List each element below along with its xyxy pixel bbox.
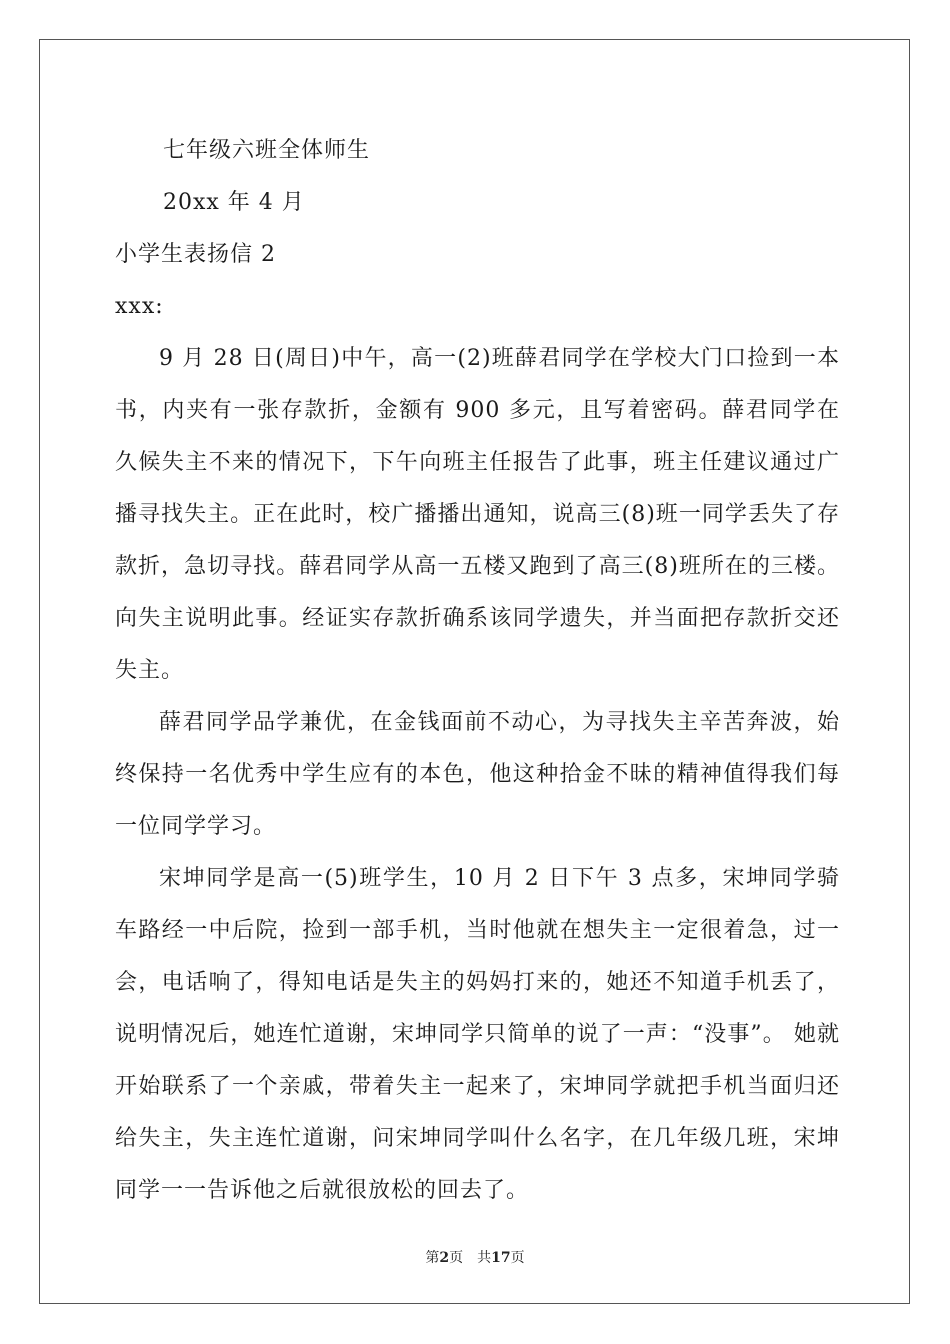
paragraph-2: 薛君同学品学兼优，在金钱面前不动心，为寻找失主辛苦奔波，始终保持一名优秀中学生应有的本色，他这种拾金不昧的精神值得我们每一位同学学习。 xyxy=(115,710,840,839)
paragraph-3: 宋坤同学是高一(5)班学生，10 月 2 日下午 3 点多，宋坤同学骑车路经一中后院，捡到一部手机，当时他就在想失主一定很着急，过一会，电话响了，得知电话是失主的妈妈打来的，她还不知道手机丢了，说明情况后，她连忙道谢，宋坤同学只简单的说了一声：“没事”。 她就开始联系了一个亲戚，带着失主一起来了，宋坤同学就把手机当面归还给失主，失主连忙道谢，问宋坤同学叫什么名字，在几年级几班，宋坤同学一一告诉他之后就很放松的回去了。 xyxy=(115,866,840,1203)
footer-page-current: 2 xyxy=(439,1250,450,1266)
footer-page-suffix: 页 xyxy=(510,1250,525,1266)
footer-page-total: 17 xyxy=(491,1250,511,1266)
document-body xyxy=(115,125,840,1217)
footer-page-prefix: 第 xyxy=(425,1250,440,1266)
salutation: xxx: xyxy=(115,294,164,319)
page-footer xyxy=(0,1247,950,1267)
signature-date: 20xx 年 4 月 xyxy=(163,190,305,215)
footer-page-mid: 页 共 xyxy=(449,1250,492,1266)
paragraph-1: 9 月 28 日(周日)中午，高一(2)班薛君同学在学校大门口捡到一本书，内夹有一张存款折，金额有 900 多元，且写着密码。薛君同学在久候失主不来的情况下，下午向班主任报告了此事，班主任建议通过广播寻找失主。正在此时，校广播播出通知，说高三(8)班一同学丢失了存款折，急切寻找。薛君同学从高一五楼又跑到了高三(8)班所在的三楼。向失主说明此事。经证实存款折确系该同学遗失，并当面把存款折交还失主。 xyxy=(115,346,840,683)
signature-sender: 七年级六班全体师生 xyxy=(163,138,371,163)
letter-title: 小学生表扬信 2 xyxy=(115,242,276,267)
